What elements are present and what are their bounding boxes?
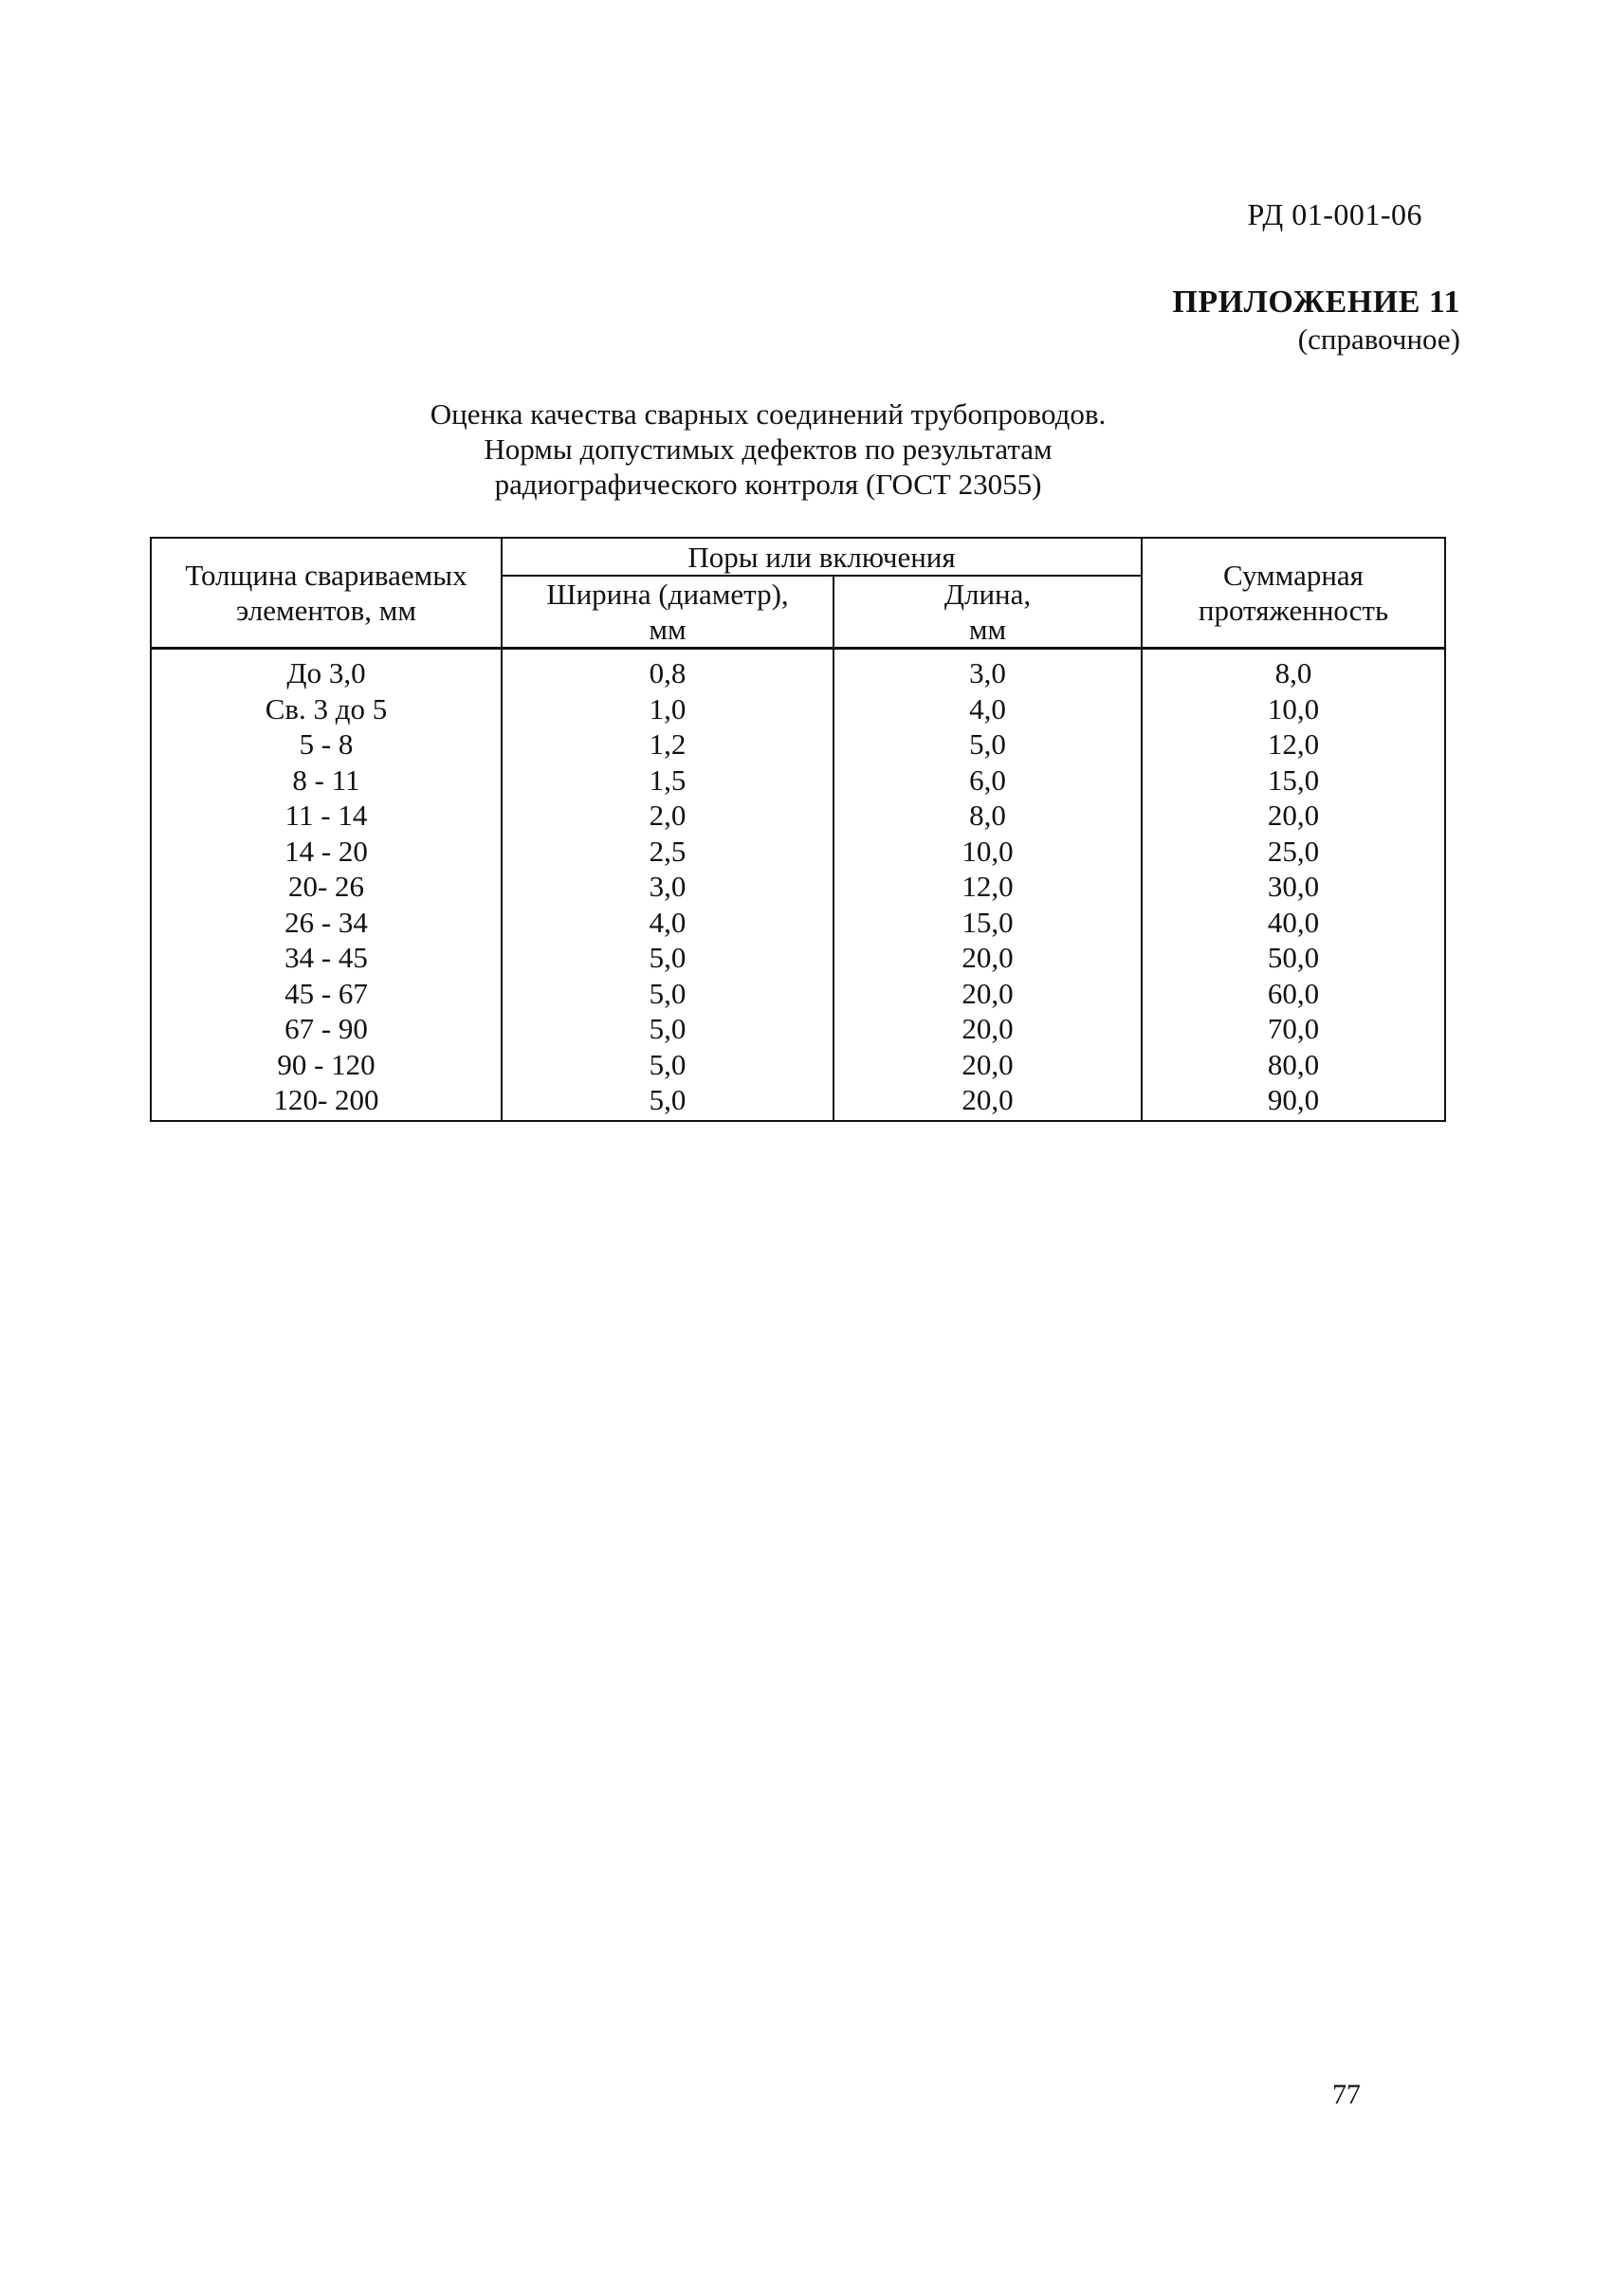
document-code: РД 01-001-06 (1247, 197, 1422, 231)
cell-length: 4,0 (833, 691, 1142, 727)
header-total-length (1142, 538, 1445, 649)
header-width-line-1: Ширина (диаметр), (546, 578, 789, 611)
cell-length: 6,0 (833, 762, 1142, 799)
cell-thickness: До 3,0 (151, 649, 502, 691)
cell-length: 8,0 (833, 798, 1142, 834)
cell-total: 15,0 (1142, 762, 1445, 799)
table-row (151, 976, 1445, 1012)
cell-total: 90,0 (1142, 1082, 1445, 1121)
cell-length: 15,0 (833, 905, 1142, 941)
table-row (151, 1011, 1445, 1047)
table-row (151, 1047, 1445, 1083)
cell-total: 12,0 (1142, 726, 1445, 762)
cell-width: 0,8 (502, 649, 833, 691)
cell-total: 70,0 (1142, 1011, 1445, 1047)
cell-width: 5,0 (502, 1082, 833, 1121)
cell-total: 80,0 (1142, 1047, 1445, 1083)
defect-norms-table (150, 537, 1446, 1122)
header-total-line-2: протяженность (1198, 594, 1389, 627)
cell-width: 2,5 (502, 834, 833, 870)
table-row (151, 1082, 1445, 1121)
cell-width: 5,0 (502, 1047, 833, 1083)
cell-thickness: 26 - 34 (151, 905, 502, 941)
cell-thickness: 90 - 120 (151, 1047, 502, 1083)
header-length-line-1: Длина, (943, 578, 1032, 611)
caption-line-3: радиографического контроля (ГОСТ 23055) (494, 468, 1042, 501)
table-row (151, 834, 1445, 870)
cell-total: 50,0 (1142, 940, 1445, 976)
cell-thickness: 8 - 11 (151, 762, 502, 799)
cell-width: 4,0 (502, 905, 833, 941)
header-width (502, 576, 833, 649)
header-width-line-2: мм (649, 613, 687, 646)
cell-total: 30,0 (1142, 869, 1445, 905)
cell-length: 3,0 (833, 649, 1142, 691)
table-row (151, 691, 1445, 727)
cell-thickness: Св. 3 до 5 (151, 691, 502, 727)
header-length (833, 576, 1142, 649)
header-thickness-line-2: элементов, мм (236, 594, 416, 627)
header-length-line-2: мм (968, 613, 1007, 646)
cell-thickness: 120- 200 (151, 1082, 502, 1121)
appendix-title: ПРИЛОЖЕНИЕ 11 (1172, 285, 1460, 320)
cell-length: 20,0 (833, 1082, 1142, 1121)
table-body (151, 649, 1445, 1121)
cell-thickness: 34 - 45 (151, 940, 502, 976)
cell-thickness: 14 - 20 (151, 834, 502, 870)
cell-thickness: 45 - 67 (151, 976, 502, 1012)
cell-length: 12,0 (833, 869, 1142, 905)
cell-length: 20,0 (833, 976, 1142, 1012)
cell-thickness: 20- 26 (151, 869, 502, 905)
caption-line-2: Нормы допустимых дефектов по результатам (484, 432, 1053, 466)
cell-total: 20,0 (1142, 798, 1445, 834)
header-thickness (151, 538, 502, 649)
header-thickness-line-1: Толщина свариваемых (185, 559, 467, 592)
cell-length: 5,0 (833, 726, 1142, 762)
cell-width: 5,0 (502, 940, 833, 976)
header-pores-group: Поры или включения (502, 538, 1142, 576)
page-number: 77 (1332, 2079, 1361, 2110)
table-caption (284, 396, 1252, 502)
cell-width: 5,0 (502, 1011, 833, 1047)
cell-width: 1,0 (502, 691, 833, 727)
table-row (151, 798, 1445, 834)
cell-width: 3,0 (502, 869, 833, 905)
cell-thickness: 11 - 14 (151, 798, 502, 834)
appendix-subtitle: (справочное) (1297, 322, 1460, 356)
cell-thickness: 5 - 8 (151, 726, 502, 762)
cell-total: 60,0 (1142, 976, 1445, 1012)
cell-width: 5,0 (502, 976, 833, 1012)
cell-width: 1,5 (502, 762, 833, 799)
header-total-line-1: Суммарная (1223, 559, 1364, 592)
table-row (151, 649, 1445, 691)
table-row (151, 905, 1445, 941)
cell-total: 25,0 (1142, 834, 1445, 870)
table-row (151, 726, 1445, 762)
cell-total: 40,0 (1142, 905, 1445, 941)
cell-total: 10,0 (1142, 691, 1445, 727)
caption-line-1: Оценка качества сварных соединений трубопроводов. (430, 397, 1107, 431)
table-row (151, 940, 1445, 976)
table-header (151, 538, 1445, 649)
cell-thickness: 67 - 90 (151, 1011, 502, 1047)
table-row (151, 762, 1445, 799)
cell-length: 20,0 (833, 940, 1142, 976)
cell-length: 20,0 (833, 1011, 1142, 1047)
cell-total: 8,0 (1142, 649, 1445, 691)
table-row (151, 869, 1445, 905)
cell-length: 10,0 (833, 834, 1142, 870)
cell-width: 1,2 (502, 726, 833, 762)
cell-width: 2,0 (502, 798, 833, 834)
cell-length: 20,0 (833, 1047, 1142, 1083)
